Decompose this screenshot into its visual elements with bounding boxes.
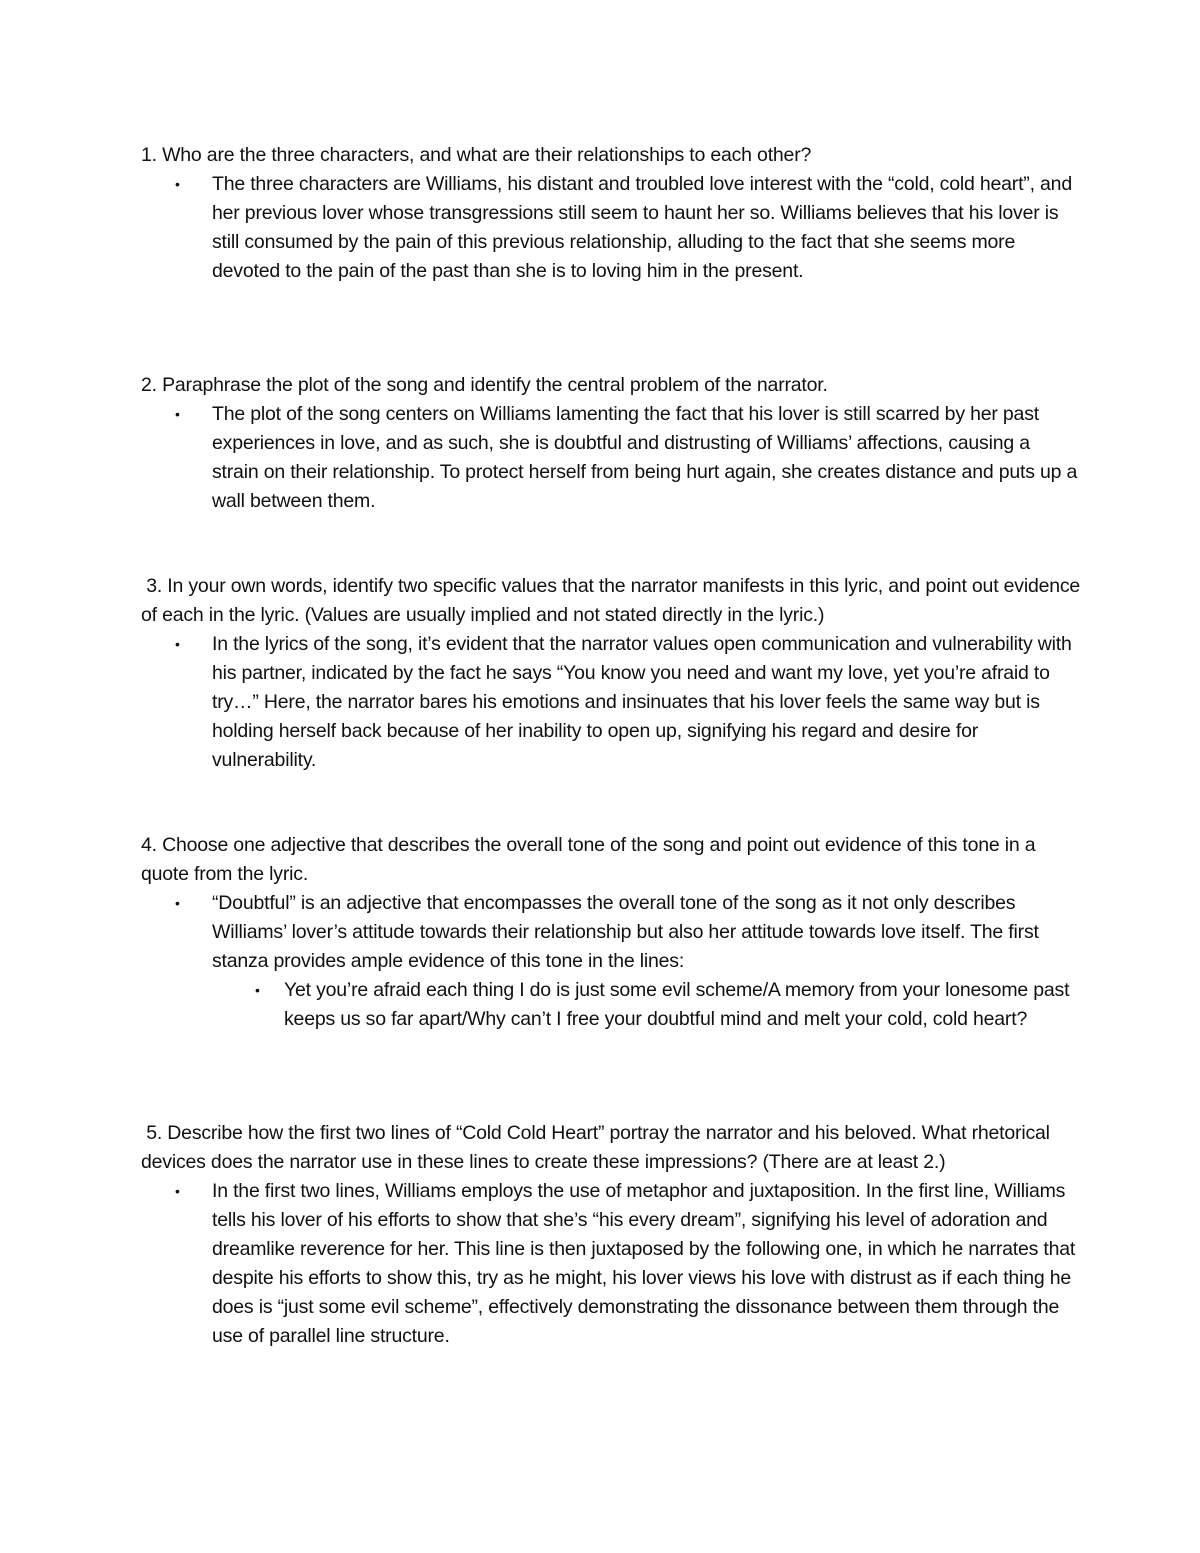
question-4-answer-text: “Doubtful” is an adjective that encompasses the overall tone of the song as it not only describes Williams’ lover’s attitude towards their relationship but also her attitude towards love itself. The first stanza provides ample evidence of this tone in the lines: <box>212 892 1039 972</box>
question-1-answer <box>141 170 1081 286</box>
question-4-answers <box>141 889 1081 1034</box>
question-2-answers <box>141 400 1081 516</box>
question-1-answer-text: The three characters are Williams, his distant and troubled love interest with the “cold, cold heart”, and her previous lover whose transgressions still seem to haunt her so. Williams believes that his lover is still consumed by the pain of this previous relationship, alluding to the fact that she seems more devoted to the pain of the past than she is to loving him in the present. <box>212 173 1072 282</box>
question-5-answers <box>141 1177 1081 1351</box>
question-2-answer-text: The plot of the song centers on Williams lamenting the fact that his lover is still scarred by her past experiences in love, and as such, she is doubtful and distrusting of Williams’ affections, causing a strain on their relationship. To protect herself from being hurt again, she creates distance and puts up a wall between them. <box>212 403 1078 512</box>
bullet-icon: • <box>175 176 180 192</box>
question-4-answer <box>141 889 1081 1034</box>
question-5-text: 5. Describe how the first two lines of “Cold Cold Heart” portray the narrator and his beloved. What rhetorical devices does the narrator use in these lines to create these impressions? (There are at least 2.) <box>141 1122 1056 1173</box>
question-3-answer <box>141 630 1081 775</box>
question-3 <box>141 572 1086 775</box>
question-3-answer-text: In the lyrics of the song, it’s evident that the narrator values open communication and vulnerability with his partner, indicated by the fact he says “You know you need and want my love, yet you’re afraid to try…” Here, the narrator bares his emotions and insinuates that his lover feels the same way but is holding herself back because of her inability to open up, signifying his regard and desire for vulnerability. <box>212 633 1072 771</box>
question-5-answer-text: In the first two lines, Williams employs the use of metaphor and juxtaposition. In the first line, Williams tells his lover of his efforts to show that she’s “his every dream”, signifying his level of adoration and dreamlike reverence for her. This line is then juxtaposed by the following one, in which he narrates that despite his efforts to show this, try as he might, his lover views his love with distrust as if each thing he does is “just some evil scheme”, effectively demonstrating the dissonance between them through the use of parallel line structure. <box>212 1180 1076 1347</box>
bullet-icon: • <box>175 895 180 911</box>
question-4-text: 4. Choose one adjective that describes the overall tone of the song and point out evidence of this tone in a quote from the lyric. <box>141 834 1041 885</box>
question-5 <box>141 1119 1081 1351</box>
question-3-text: 3. In your own words, identify two specific values that the narrator manifests in this lyric, and point out evidence of each in the lyric. (Values are usually implied and not stated directly in the lyric.) <box>141 575 1086 626</box>
question-5-answer <box>141 1177 1081 1351</box>
question-4-sub-answer <box>212 976 1081 1034</box>
question-4 <box>141 831 1081 1034</box>
bullet-icon: • <box>175 636 180 652</box>
bullet-icon: • <box>175 406 180 422</box>
bullet-icon: • <box>175 1183 180 1199</box>
question-2-answer <box>141 400 1081 516</box>
question-1-answers <box>141 170 1081 286</box>
question-1-text: 1. Who are the three characters, and what are their relationships to each other? <box>141 144 812 166</box>
question-2 <box>141 371 1081 516</box>
question-4-quote-text: Yet you’re afraid each thing I do is just some evil scheme/A memory from your lonesome past keeps us so far apart/Why can’t I free your doubtful mind and melt your cold, cold heart? <box>284 979 1070 1030</box>
question-3-answers <box>141 630 1081 775</box>
question-2-text: 2. Paraphrase the plot of the song and identify the central problem of the narrator. <box>141 374 828 396</box>
bullet-icon: • <box>255 982 260 998</box>
question-1 <box>141 141 1081 286</box>
question-4-sub-answers <box>212 976 1081 1034</box>
